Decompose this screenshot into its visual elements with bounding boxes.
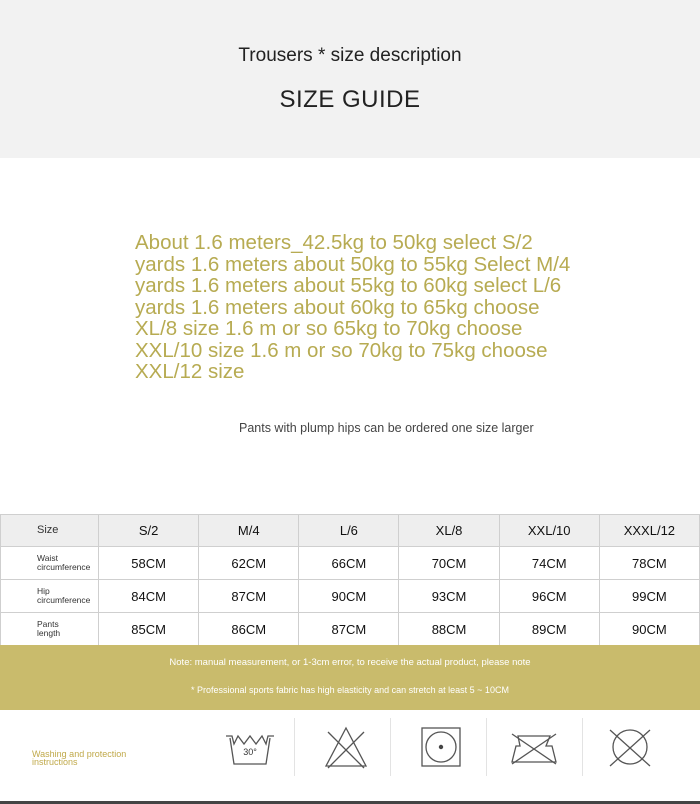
table-cell: 90CM	[599, 613, 699, 646]
page-title: SIZE GUIDE	[279, 86, 421, 113]
row-label-length	[1, 613, 99, 646]
no-iron-icon	[506, 722, 562, 774]
icon-divider	[582, 718, 583, 776]
table-row	[1, 547, 700, 580]
table-cell: 86CM	[199, 613, 299, 646]
table-cell: 89CM	[499, 613, 599, 646]
table-cell: 88CM	[399, 613, 499, 646]
notes-band	[0, 645, 700, 710]
table-cell: 90CM	[299, 580, 399, 613]
wash-30-icon	[222, 722, 278, 774]
size-header-row	[1, 515, 700, 547]
table-cell: 74CM	[499, 547, 599, 580]
row-label-line: circumference	[37, 595, 91, 605]
size-header-cell: L/6	[299, 515, 399, 547]
table-cell: 62CM	[199, 547, 299, 580]
icon-divider	[390, 718, 391, 776]
wash-temp-label: 30°	[243, 747, 257, 757]
size-header-cell: XXL/10	[499, 515, 599, 547]
table-cell: 70CM	[399, 547, 499, 580]
icon-divider	[294, 718, 295, 776]
size-header-cell: S/2	[99, 515, 199, 547]
size-header-cell: XXXL/12	[599, 515, 699, 547]
size-description: About 1.6 meters_42.5kg to 50kg select S/2 yards 1.6 meters about 50kg to 55kg Select M/4 yards 1.6 meters about 55kg to 60kg select L/6 yards 1.6 meters about 60kg to 65kg choose XL/8 size 1.6 m or so 65kg to 70kg choose XXL/10 size 1.6 m or so 70kg to 75kg choose XXL/12 size	[135, 231, 571, 383]
page-subtitle: Trousers * size description	[238, 45, 462, 66]
row-label-line: Hip	[37, 586, 50, 596]
table-cell: 78CM	[599, 547, 699, 580]
table-cell: 84CM	[99, 580, 199, 613]
table-cell: 85CM	[99, 613, 199, 646]
row-label-hip	[1, 580, 99, 613]
measurement-note: Note: manual measurement, or 1-3cm error, to receive the actual product, please note	[169, 657, 531, 668]
no-bleach-icon	[318, 722, 374, 774]
row-label-line: Waist	[37, 553, 58, 563]
fabric-note: * Professional sports fabric has high elasticity and can stretch at least 5 ~ 10CM	[191, 685, 509, 695]
table-cell: 66CM	[299, 547, 399, 580]
size-header-cell: M/4	[199, 515, 299, 547]
size-header-cell: XL/8	[399, 515, 499, 547]
table-row	[1, 613, 700, 646]
washing-label	[32, 750, 142, 766]
size-column-label: Size	[1, 515, 99, 547]
size-table	[0, 514, 700, 646]
washing-label-line: Washing and protection	[32, 749, 127, 759]
washing-label-line: instructions	[32, 757, 78, 767]
row-label-line: Pants	[37, 619, 59, 629]
table-cell: 96CM	[499, 580, 599, 613]
tumble-dry-icon	[412, 722, 468, 774]
icon-divider	[486, 718, 487, 776]
table-row	[1, 580, 700, 613]
no-dry-clean-icon	[602, 722, 658, 774]
table-cell: 58CM	[99, 547, 199, 580]
hips-note: Pants with plump hips can be ordered one size larger	[239, 421, 534, 435]
row-label-line: circumference	[37, 562, 91, 572]
table-cell: 93CM	[399, 580, 499, 613]
row-label-waist	[1, 547, 99, 580]
row-label-line: length	[37, 628, 61, 638]
table-cell: 87CM	[199, 580, 299, 613]
table-cell: 99CM	[599, 580, 699, 613]
header-banner	[0, 0, 700, 158]
table-cell: 87CM	[299, 613, 399, 646]
